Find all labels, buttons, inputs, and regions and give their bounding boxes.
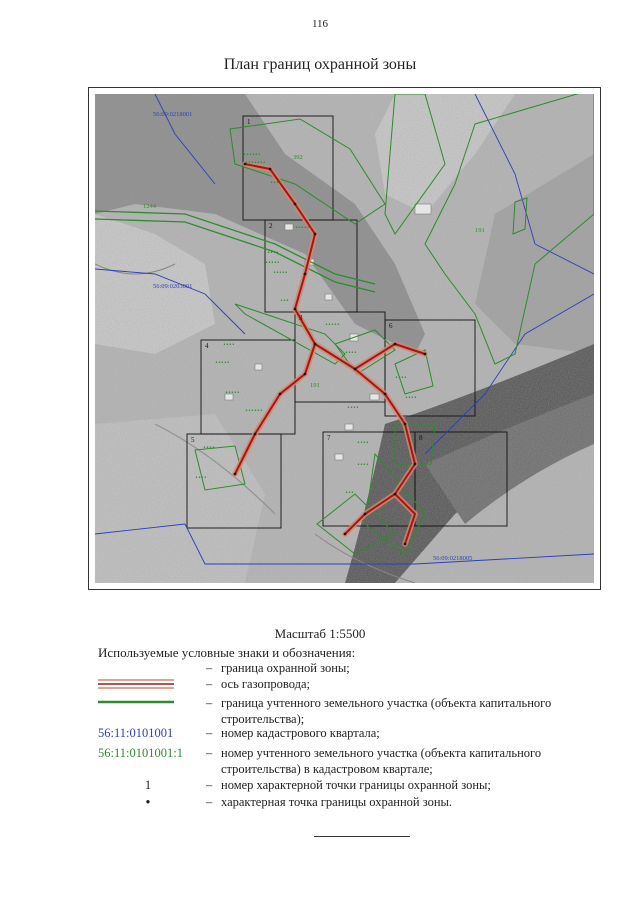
sheet-number: 4 [205,342,209,350]
svg-text:••••••: •••••• [243,152,261,158]
legend-text: номер кадастрового квартала; [221,726,380,740]
legend-heading: Используемые условные знаки и обозначения: [98,645,356,660]
legend-dash: – [206,677,213,691]
quarter-label: 56:09:0203001 [153,283,193,290]
land-plot-symbol [98,695,206,713]
parcel-label: 191 [475,227,485,234]
svg-text:••••: •••• [395,375,407,381]
point-number-symbol: 1 [144,778,152,792]
svg-text:••••: •••• [195,475,207,481]
map-scale: Масштаб 1:5500 [274,626,366,641]
legend-row-parcel-number [98,745,598,779]
svg-text:•••••: ••••• [265,260,280,266]
legend-text: граница учтенного земельного участка (объекта капитального строительства); [221,696,552,726]
sheet-number: 1 [247,118,251,126]
page-number: 116 [311,18,329,30]
svg-text:•••: ••• [345,490,354,496]
sheet-number: 2 [269,222,273,230]
legend-dash: – [206,795,213,809]
legend-row-quarter [98,725,598,741]
parcel-label: 191 [310,382,320,389]
svg-text:•••••: ••••• [273,270,288,276]
parcel-label: 1244 [143,203,156,210]
sheet-number: 3 [299,314,303,322]
svg-text:•••••: ••••• [225,390,240,396]
sheet-number: 6 [389,322,393,330]
svg-text:•••••: ••••• [325,322,340,328]
legend-dash: – [206,696,213,710]
legend-text: ось газопровода; [221,677,311,691]
map-title: План границ охранной зоны [223,56,417,73]
sheet-number: 8 [419,434,423,442]
svg-text:•••••••: ••••••• [245,160,266,166]
legend-dash: – [206,726,213,740]
legend-text: номер характерной точки границы охранной зоны; [221,778,491,792]
legend-text: номер учтенного земельного участка (объекта капитального строительства) в кадастровом квартале; [221,746,542,776]
legend-row-gas-axis [98,676,598,694]
svg-text:••••: •••• [357,440,369,446]
svg-text:••••••: •••••• [295,225,313,231]
svg-text:••••: •••• [203,445,215,451]
sheet-number: 5 [191,436,195,444]
legend-row-point-dot [98,794,598,810]
legend-dash: – [206,661,213,675]
legend-row-protection-zone [98,660,598,676]
legend-row-point-number [98,777,598,793]
gas-axis-symbol [98,676,206,694]
quarter-label: 56:09:0218001 [153,111,193,118]
svg-text:•••••: ••••• [215,360,230,366]
legend-text: характерная точка границы охранной зоны. [221,795,453,809]
legend-dash: – [206,746,213,760]
parcel-label: 392 [293,154,303,161]
svg-text:••••: •••• [345,350,357,356]
svg-text:••••: •••• [223,342,235,348]
point-dot-symbol: • [145,795,151,809]
quarter-label: 56:09:0218005 [433,555,473,562]
legend-text: граница охранной зоны; [221,661,350,675]
svg-text:••••: •••• [357,462,369,468]
svg-text:••••: •••• [270,180,282,186]
map-canvas [95,94,594,583]
svg-text:••••: •••• [405,395,417,401]
svg-text:•••: ••• [280,298,289,304]
svg-text:••••••: •••••• [245,408,263,414]
end-rule [314,836,410,837]
legend-row-land-plot [98,695,598,729]
parcel-number-symbol: 56:11:0101001:1 [98,746,183,760]
aerial-photo [95,94,594,583]
quarter-number-symbol: 56:11:0101001 [98,726,174,740]
legend-dash: – [206,778,213,792]
svg-text:••••: •••• [267,250,279,256]
sheet-number: 7 [327,434,331,442]
svg-text:••••: •••• [347,405,359,411]
map-frame [88,87,601,590]
